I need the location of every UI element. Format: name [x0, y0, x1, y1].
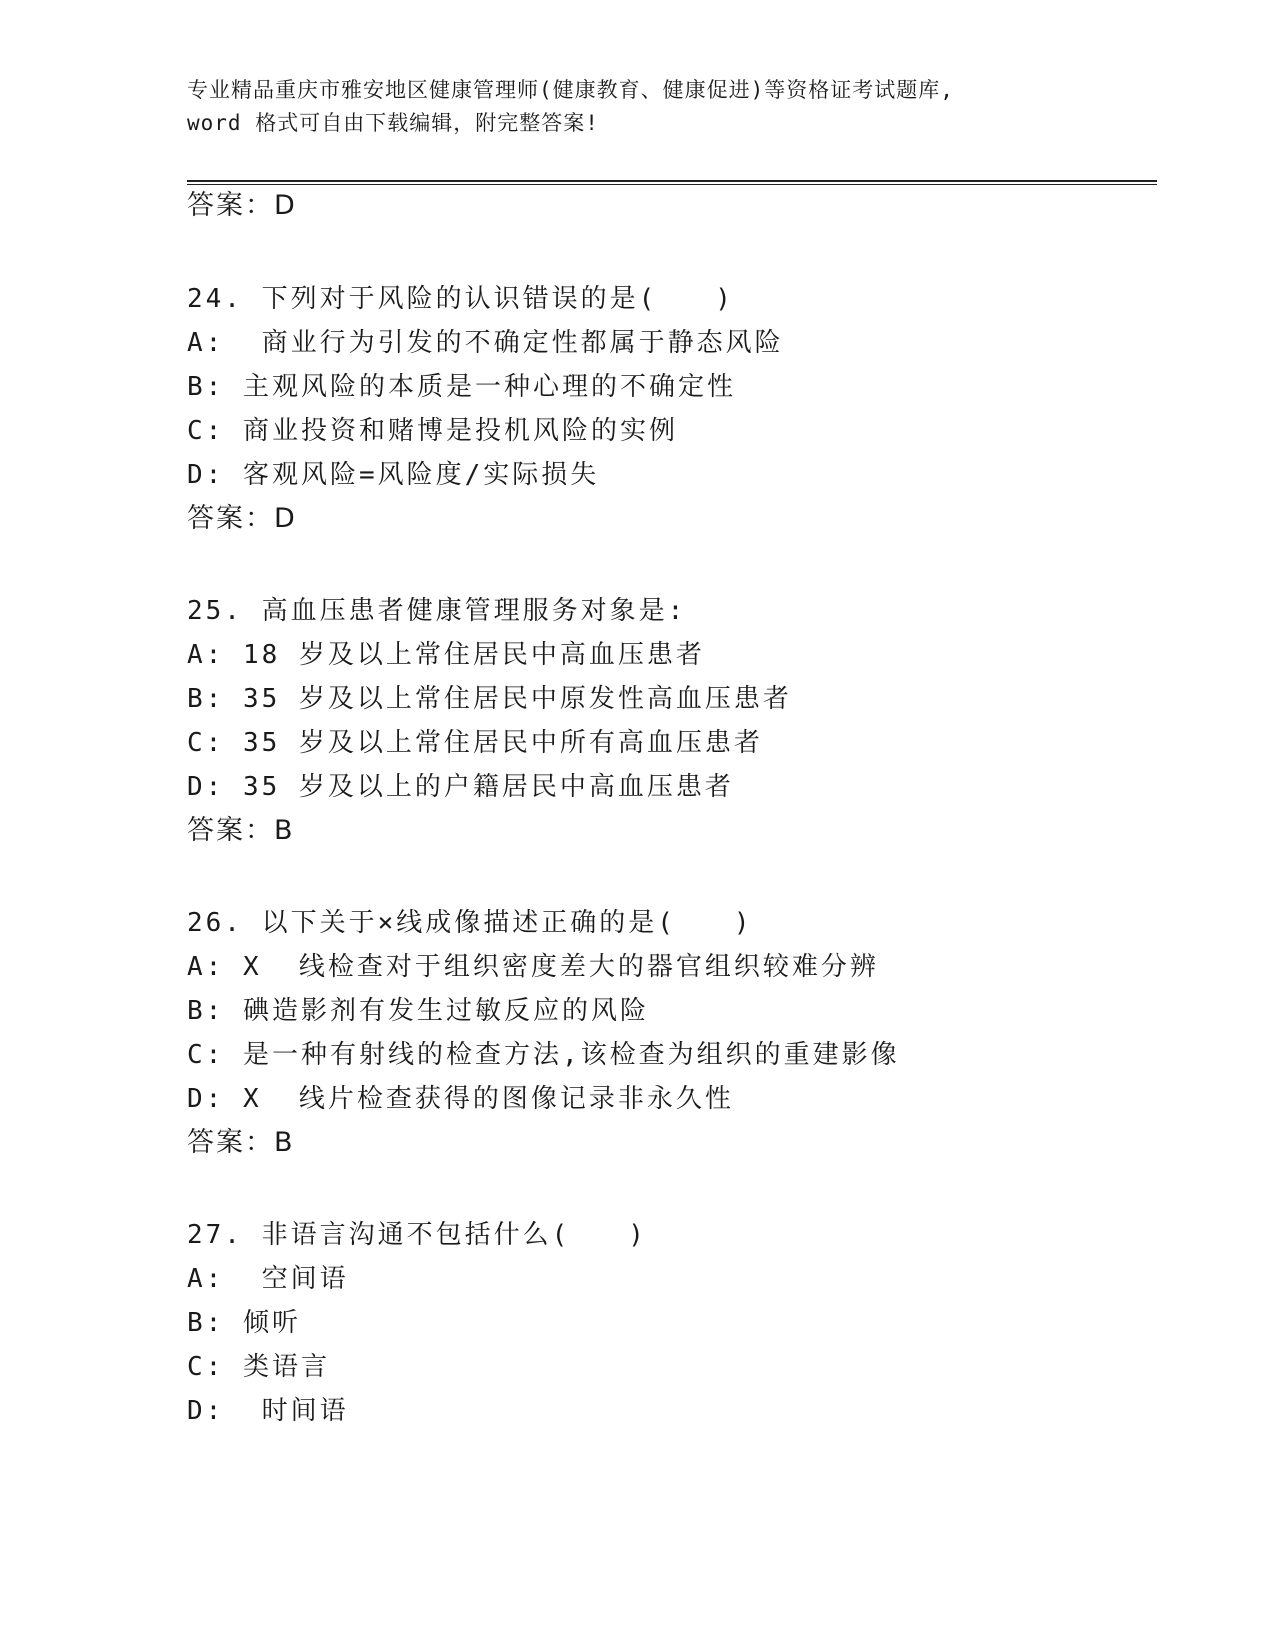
header-line-1: 专业精品重庆市雅安地区健康管理师(健康教育、健康促进)等资格证考试题库,: [187, 78, 954, 102]
header-divider: [187, 180, 1157, 182]
answer: 答案：B: [187, 815, 295, 846]
answer-prev: 答案：D: [187, 190, 297, 221]
option-a: A: X 线检查对于组织密度差大的器官组织较难分辨: [187, 952, 879, 982]
header-divider-thin: [187, 184, 1157, 185]
question-stem: 24. 下列对于风险的认识错误的是( ): [187, 284, 734, 314]
option-b: B: 35 岁及以上常住居民中原发性高血压患者: [187, 684, 792, 714]
question-stem: 27. 非语言沟通不包括什么( ): [187, 1220, 647, 1250]
option-b: B: 主观风险的本质是一种心理的不确定性: [187, 372, 736, 402]
answer: 答案：B: [187, 1127, 295, 1158]
option-d: D: 客观风险=风险度/实际损失: [187, 460, 600, 490]
option-d: D: 35 岁及以上的户籍居民中高血压患者: [187, 772, 734, 802]
option-d: D: 时间语: [187, 1396, 349, 1426]
question-stem: 25. 高血压患者健康管理服务对象是:: [187, 596, 687, 626]
option-c: C: 商业投资和赌博是投机风险的实例: [187, 416, 678, 446]
document-header: [187, 74, 1087, 140]
option-b: B: 碘造影剂有发生过敏反应的风险: [187, 996, 649, 1026]
option-a: A: 18 岁及以上常住居民中高血压患者: [187, 640, 705, 670]
option-c: C: 是一种有射线的检查方法,该检查为组织的重建影像: [187, 1040, 900, 1070]
option-a: A: 空间语: [187, 1264, 349, 1294]
option-d: D: X 线片检查获得的图像记录非永久性: [187, 1084, 734, 1114]
answer: 答案：D: [187, 503, 297, 534]
option-c: C: 35 岁及以上常住居民中所有高血压患者: [187, 728, 763, 758]
question-stem: 26. 以下关于×线成像描述正确的是( ): [187, 908, 753, 938]
option-c: C: 类语言: [187, 1352, 330, 1382]
option-b: B: 倾听: [187, 1308, 301, 1338]
option-a: A: 商业行为引发的不确定性都属于静态风险: [187, 328, 784, 358]
header-line-2: word 格式可自由下载编辑，附完整答案!: [187, 111, 599, 135]
